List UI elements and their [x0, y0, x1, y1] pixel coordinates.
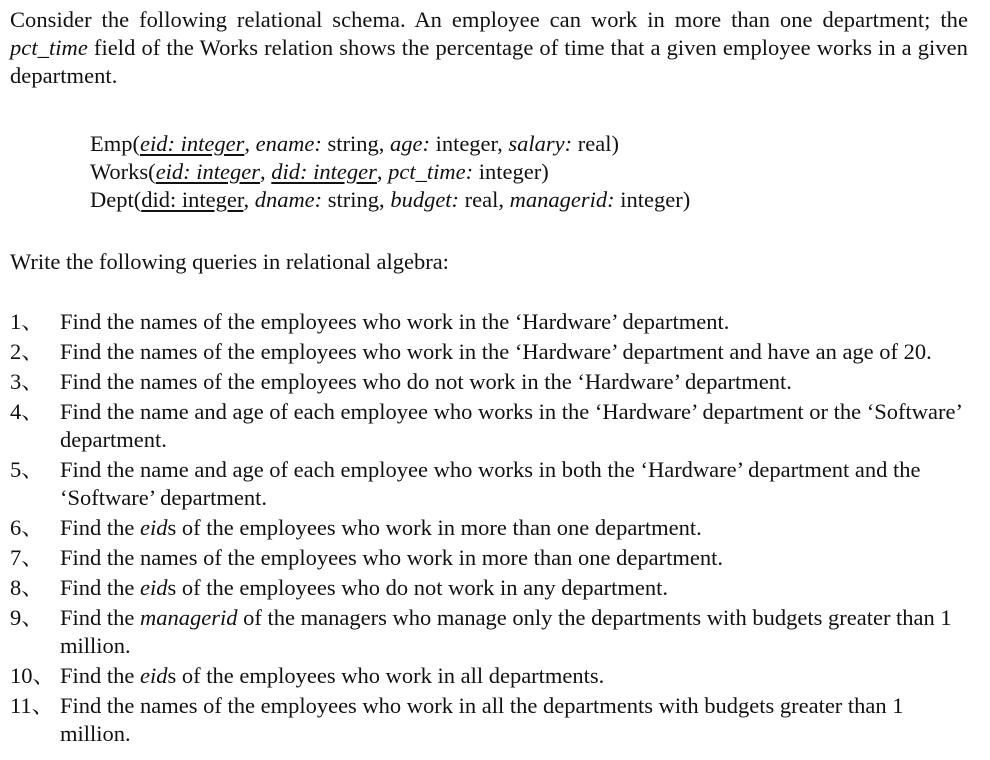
dept-sep: ,: [243, 187, 255, 212]
question-text-pre: Find the name and age of each employee who works in the ‘Hardware’ department or the ‘Software’ department.: [60, 399, 962, 452]
schema-dept: [90, 186, 968, 214]
schema-emp: [90, 130, 968, 158]
emp-sep: ,: [244, 131, 256, 156]
question-text-post: s of the employees who work in more than one department.: [167, 515, 702, 540]
question-text-pre: Find the name and age of each employee who works in both the ‘Hardware’ department and the ‘Software’ department.: [60, 457, 921, 510]
question-item: [10, 514, 968, 542]
emp-type-ename: string,: [321, 131, 390, 156]
dept-name: Dept(: [90, 187, 142, 212]
question-text-italic: eid: [140, 515, 168, 540]
question-text-pre: Find the: [60, 663, 141, 688]
works-name: Works(: [90, 159, 156, 184]
works-key-did: did: integer: [271, 159, 377, 184]
question-number: 2、: [10, 339, 44, 364]
dept-type-managerid: integer): [614, 187, 691, 212]
question-item: [10, 338, 968, 366]
question-text: [60, 338, 968, 366]
question-text-pre: Find the: [60, 575, 141, 600]
emp-attr-ename: ename:: [255, 131, 322, 156]
question-text: [60, 544, 968, 572]
question-number: 4、: [10, 399, 44, 424]
intro-text-2: field of the Works relation shows the percentage of time that a given employee works in a given department.: [10, 35, 968, 88]
question-text-pre: Find the: [60, 605, 141, 630]
question-text: [60, 604, 968, 660]
instruction-prompt: Write the following queries in relational algebra:: [10, 249, 449, 274]
question-item: [10, 692, 968, 748]
dept-attr-budget: budget:: [390, 187, 460, 212]
question-text-post: s of the employees who do not work in any department.: [167, 575, 669, 600]
question-text: [60, 456, 968, 512]
question-item: [10, 308, 968, 336]
question-item: [10, 604, 968, 660]
intro-text-1: Consider the following relational schema. An employee can work in more than one department; the: [10, 7, 968, 32]
question-text: [60, 514, 968, 542]
works-sep-2: ,: [376, 159, 389, 184]
question-number: 1、: [10, 309, 44, 334]
works-type-pct-time: integer): [473, 159, 549, 184]
works-sep-1: ,: [260, 159, 272, 184]
question-text-pre: Find the names of the employees who do not work in the ‘Hardware’ department.: [60, 369, 792, 394]
emp-type-salary: real): [572, 131, 619, 156]
dept-type-dname: string,: [322, 187, 391, 212]
schema-block: [90, 130, 968, 214]
question-text: [60, 662, 968, 690]
question-text: [60, 308, 968, 336]
schema-works: [90, 158, 968, 186]
emp-key-eid: eid: integer: [140, 131, 245, 156]
question-text-italic: eid: [140, 663, 168, 688]
dept-attr-managerid: managerid:: [509, 187, 615, 212]
question-text-post: of the managers who manage only the departments with budgets greater than 1 million.: [60, 605, 952, 658]
question-text-pre: Find the: [60, 515, 141, 540]
question-item: [10, 544, 968, 572]
question-list: [10, 308, 968, 748]
question-item: [10, 398, 968, 454]
emp-attr-age: age:: [389, 131, 430, 156]
works-attr-pct-time: pct_time:: [388, 159, 474, 184]
question-item: [10, 456, 968, 512]
emp-attr-salary: salary:: [508, 131, 573, 156]
question-item: [10, 662, 968, 690]
question-text-italic: eid: [140, 575, 168, 600]
question-number: 5、: [10, 457, 44, 482]
dept-attr-dname: dname:: [254, 187, 323, 212]
question-number: 8、: [10, 575, 44, 600]
emp-type-age: integer,: [429, 131, 509, 156]
question-number: 7、: [10, 545, 44, 570]
intro-paragraph: [10, 6, 968, 90]
question-text-pre: Find the names of the employees who work in more than one department.: [60, 545, 723, 570]
question-text-pre: Find the names of the employees who work in the ‘Hardware’ department.: [60, 309, 730, 334]
intro-pct-time: pct_time: [10, 35, 88, 60]
question-text: [60, 692, 968, 748]
works-key-eid: eid: integer: [155, 159, 261, 184]
question-text: [60, 368, 968, 396]
question-text: [60, 574, 968, 602]
question-text-post: s of the employees who work in all departments.: [167, 663, 605, 688]
question-number: 3、: [10, 369, 44, 394]
question-number: 11、: [10, 693, 55, 718]
question-number: 10、: [10, 663, 56, 688]
emp-name: Emp(: [90, 131, 140, 156]
dept-key-did: did: integer: [141, 187, 244, 212]
question-number: 9、: [10, 605, 44, 630]
question-text-pre: Find the names of the employees who work in all the departments with budgets greater than 1 million.: [60, 693, 904, 746]
question-text-italic: managerid: [140, 605, 238, 630]
dept-type-budget: real,: [459, 187, 510, 212]
question-number: 6、: [10, 515, 44, 540]
question-item: [10, 574, 968, 602]
question-text-pre: Find the names of the employees who work in the ‘Hardware’ department and have an age of 20.: [60, 339, 932, 364]
question-item: [10, 368, 968, 396]
question-text: [60, 398, 968, 454]
